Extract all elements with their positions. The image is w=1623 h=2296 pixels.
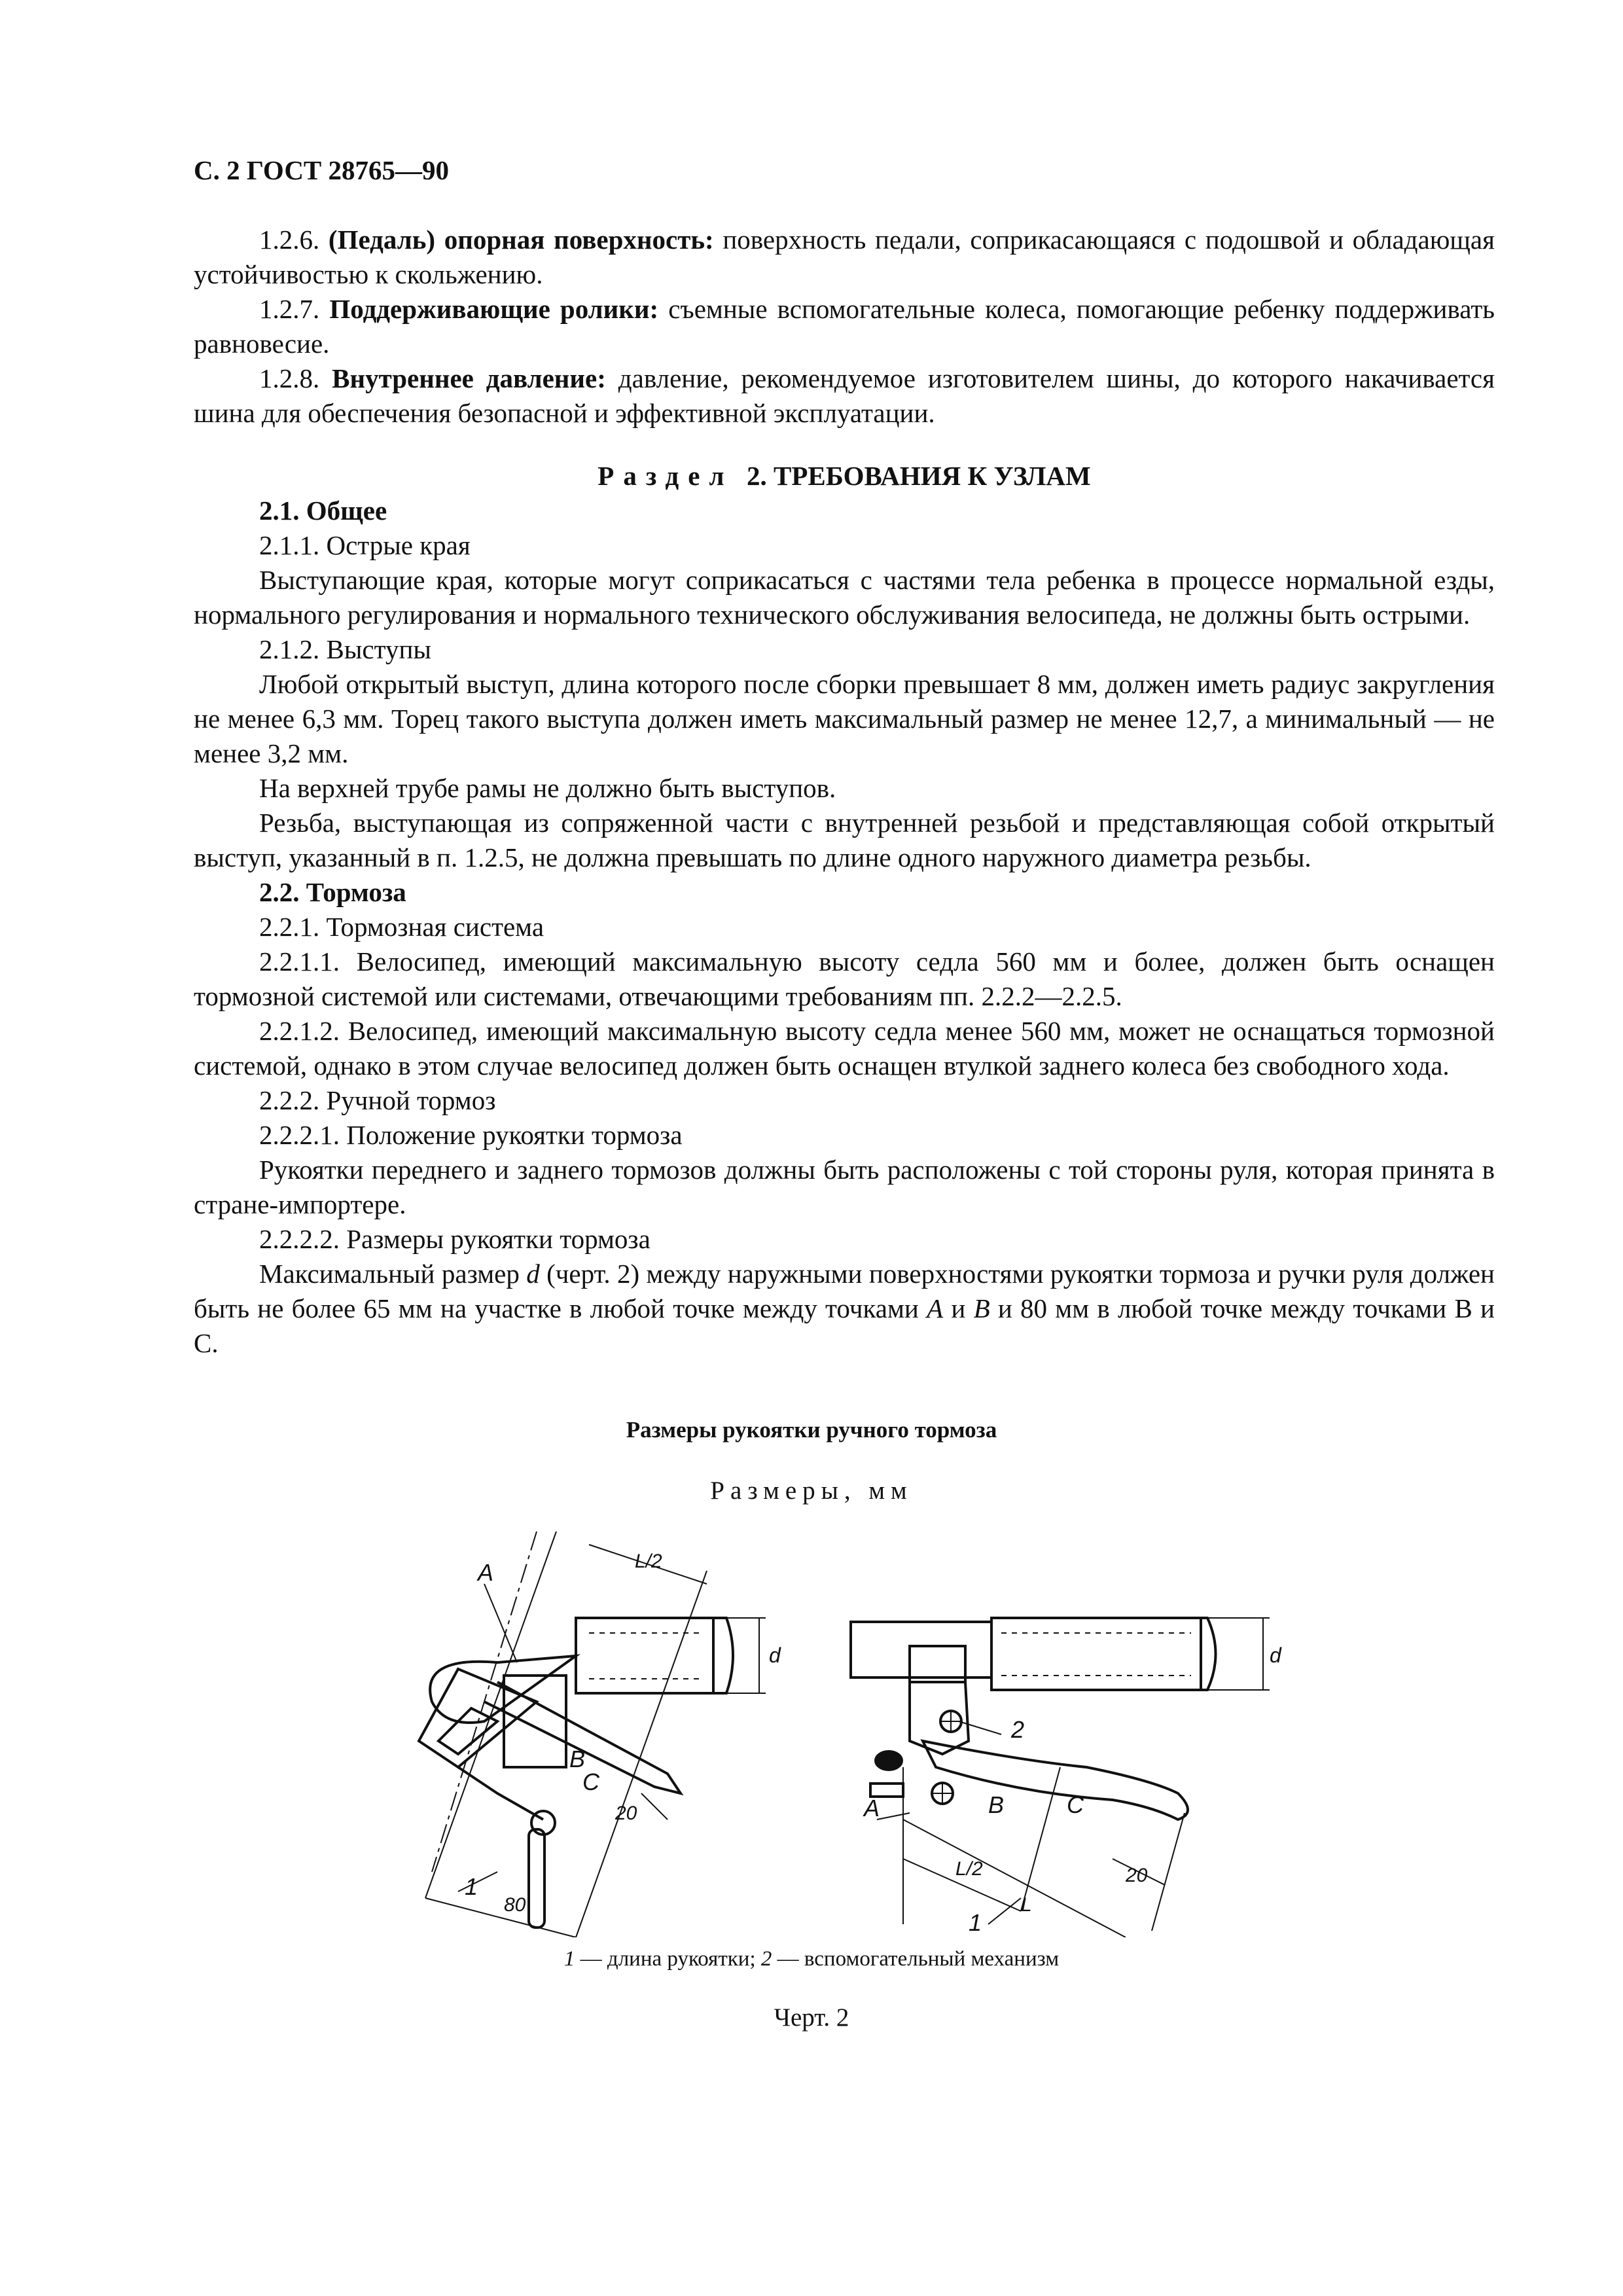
paragraph-thread: Резьба, выступающая из сопряженной части с внутренней резьбой и представляющая собой открытый выступ, указанный в п. 1.2.5, не должна превышать по длине одного наружного диаметра резьбы. — [194, 808, 1495, 872]
right-label-l2: L/2 — [955, 1858, 983, 1880]
section-word: Раздел — [597, 461, 734, 491]
left-view — [419, 1532, 781, 1937]
symbol-a: A — [927, 1293, 944, 1323]
caption-text-2: — вспомогательный механизм — [772, 1947, 1060, 1971]
paragraph-protrusions: Любой открытый выступ, длина которого после сборки превышает 8 мм, должен иметь радиус закругления не менее 6,3 мм. Торец такого выступа должен иметь максимальный размер не менее 12,7, а минимальный — не менее 3,2 мм. — [194, 669, 1495, 768]
paragraph-1-2-8 — [194, 361, 1495, 431]
paragraph-2-2-1-2: 2.2.1.2. Велосипед, имеющий максимальную высоту седла менее 560 мм, может не оснащаться тормозной системой, однако в этом случае велосипед должен быть оснащен втулкой заднего колеса без свободного хода. — [194, 1016, 1495, 1081]
caption-key-2: 2 — [760, 1947, 772, 1971]
right-label-d: d — [1270, 1643, 1281, 1667]
clause-number: 1.2.7. — [259, 294, 320, 324]
definition: съемные вспомогательные колеса, помогающие ребенку поддерживать равновесие. — [194, 294, 1495, 359]
right-leader-A — [877, 1813, 910, 1820]
left-label-l2: L/2 — [635, 1551, 662, 1572]
left-lever-arm — [458, 1767, 543, 1820]
heading-2-2-2: 2.2.2. Ручной тормоз — [259, 1085, 496, 1115]
symbol-b: B — [973, 1293, 990, 1323]
left-label-20: 20 — [615, 1803, 637, 1824]
right-label-2: 2 — [1011, 1716, 1025, 1743]
page-header: С. 2 ГОСТ 28765—90 — [194, 155, 450, 185]
right-grip-end — [1201, 1618, 1216, 1690]
left-label-c: C — [582, 1768, 599, 1795]
section-title — [194, 459, 1495, 493]
left-leader-A — [484, 1584, 517, 1662]
definition: давление, рекомендуемое изготовителем шины, до которого накачивается шина для обеспечения безопасной и эффективной эксплуатации. — [194, 363, 1495, 428]
left-label-d: d — [769, 1643, 781, 1667]
right-label-c: C — [1067, 1791, 1084, 1818]
text-run: и — [943, 1293, 974, 1323]
term: Внутреннее давление: — [332, 363, 606, 393]
right-label-a: A — [864, 1795, 880, 1821]
right-label-20: 20 — [1126, 1865, 1148, 1886]
right-adjuster-knob — [876, 1751, 902, 1770]
left-label-1: 1 — [465, 1873, 478, 1900]
symbol-d: d — [526, 1259, 540, 1289]
section-heading: 2. ТРЕБОВАНИЯ К УЗЛАМ — [747, 461, 1091, 491]
right-grip — [991, 1618, 1201, 1690]
heading-2-2 — [194, 875, 1495, 910]
left-label-b: B — [569, 1746, 586, 1772]
figure-caption — [0, 1947, 1623, 1971]
clause-number: 1.2.6. — [259, 224, 320, 255]
paragraph-lever-dimensions — [194, 1257, 1495, 1361]
document-body — [194, 223, 1495, 1361]
left-label-a: A — [478, 1559, 494, 1586]
right-label-1: 1 — [969, 1909, 982, 1936]
right-dim-ext — [1152, 1813, 1185, 1931]
right-leader-2 — [959, 1721, 1001, 1734]
clause-number: 1.2.8. — [259, 363, 320, 393]
caption-text-1: — длина рукоятки; — [575, 1947, 761, 1971]
figure-number: Черт. 2 — [774, 2003, 849, 2032]
heading-2-1-1: 2.1.1. Острые края — [259, 530, 471, 560]
left-clamp-inner — [438, 1708, 497, 1754]
heading-text: 2.1. Общее — [259, 495, 387, 526]
left-dim-ext — [576, 1571, 707, 1937]
left-grip-end — [713, 1618, 733, 1693]
left-dim-80 — [425, 1898, 576, 1937]
right-label-b: B — [988, 1791, 1005, 1818]
text-run: и 80 мм в любой точке между точками В и С. — [194, 1293, 1495, 1358]
right-label-l: L — [1021, 1894, 1032, 1916]
paragraph-sharp-edges: Выступающие края, которые могут соприкасаться с частями тела ребенка в процессе нормальной езды, нормального регулирования и нормального технического обслуживания велосипеда, не должны быть острыми. — [194, 565, 1495, 630]
paragraph-lever-position: Рукоятки переднего и заднего тормозов должны быть расположены с той стороны руля, которая принята в стране-импортере. — [194, 1155, 1495, 1219]
left-dim-ext — [425, 1532, 556, 1898]
figure-units: Размеры, мм — [710, 1477, 913, 1505]
right-dim-L — [903, 1820, 1126, 1937]
heading-2-2-2-1: 2.2.2.1. Положение рукоятки тормоза — [259, 1120, 683, 1150]
term: Поддерживающие ролики: — [329, 294, 659, 324]
paragraph-1-2-6 — [194, 223, 1495, 292]
paragraph-top-tube: На верхней трубе рамы не должно быть выступов. — [259, 773, 836, 803]
right-leader-1 — [988, 1898, 1021, 1924]
heading-2-1 — [194, 493, 1495, 528]
caption-key-1: 1 — [563, 1947, 575, 1971]
term: (Педаль) опорная поверхность: — [328, 224, 714, 255]
left-label-80: 80 — [504, 1894, 526, 1916]
left-cable-stub — [529, 1829, 544, 1928]
figure-title: Размеры рукоятки ручного тормоза — [626, 1417, 997, 1443]
text-run: Максимальный размер — [259, 1259, 527, 1289]
left-dim-20 — [641, 1793, 668, 1820]
brake-lever-drawing — [0, 1505, 1623, 1937]
paragraph-2-2-1-1: 2.2.1.1. Велосипед, имеющий максимальную высоту седла 560 мм и более, должен быть оснащен тормозной системой или системами, отвечающими требованиям пп. 2.2.2—2.2.5. — [194, 946, 1495, 1011]
heading-2-1-2: 2.1.2. Выступы — [259, 634, 431, 664]
left-grip — [576, 1618, 713, 1693]
text-run: (черт. 2) между наружными поверхностями рукоятки тормоза и ручки руля должен быть не более 65 мм на участке в любой точке между точками — [194, 1259, 1495, 1323]
heading-2-2-2-2: 2.2.2.2. Размеры рукоятки тормоза — [259, 1224, 651, 1254]
right-lever-blade — [923, 1741, 1188, 1820]
definition: поверхность педали, соприкасающаяся с подошвой и обладающая устойчивостью к скольжению. — [194, 224, 1495, 289]
heading-text: 2.2. Тормоза — [259, 877, 406, 907]
right-view — [851, 1618, 1282, 1937]
right-bar — [851, 1622, 991, 1677]
paragraph-1-2-7 — [194, 292, 1495, 361]
heading-2-2-1: 2.2.1. Тормозная система — [259, 912, 544, 942]
